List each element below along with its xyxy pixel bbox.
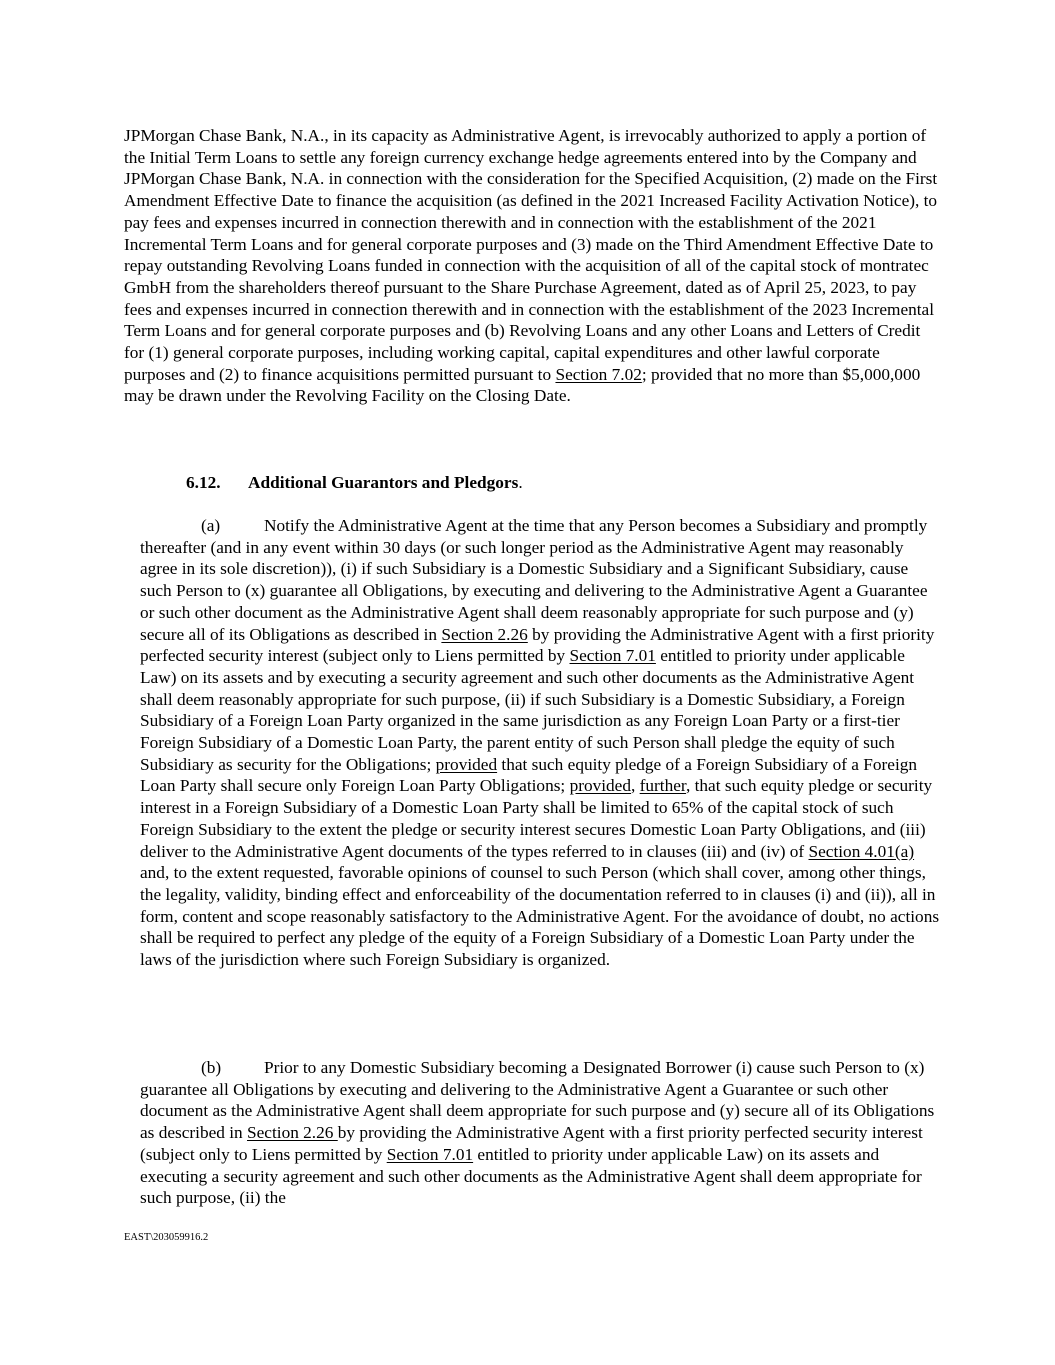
- section-ref-7-01: Section 7.01: [569, 646, 656, 666]
- clause-a-text-2: by providing the Administrative Agent with a first priority perfected security interest (subject only to Liens permitted by: [140, 624, 935, 666]
- clause-a-label: (a): [201, 516, 221, 535]
- section-ref-4-01a: Section 4.01(a): [808, 841, 915, 861]
- section-ref-7-01-b: Section 7.01: [386, 1144, 474, 1164]
- clause-b-text-2: by providing the Administrative Agent with a first priority perfected security interest (subject only to Liens permitted by: [140, 1123, 923, 1164]
- intro-paragraph: [124, 125, 939, 407]
- clause-a-text-7: and, to the extent requested, favorable opinions of counsel to such Person (which shall cover, among other things, the legality, validity, binding effect and enforceability of the documentation referred to in clauses (i) and (ii)), all in form, content and scope reasonably satisfactory to the Administrative Agent. For the avoidance of doubt, no actions shall be required to perfect any pledge of the equity of a Foreign Subsidiary of a Domestic Loan Party under the laws of the jurisdiction where such Foreign Subsidiary is organized.: [140, 863, 940, 970]
- clause-a-text-4: that such equity pledge of a Foreign Subsidiary of a Foreign Loan Party shall secure only Foreign Loan Party Obligations;: [140, 754, 918, 796]
- document-id-footer: EAST\203059916.2: [124, 1232, 209, 1243]
- clause-b-label: (b): [201, 1058, 222, 1077]
- section-heading: [186, 472, 886, 494]
- further-term: further: [639, 776, 686, 796]
- provided-term: provided: [435, 754, 498, 774]
- provided-term-2: provided: [569, 776, 631, 796]
- section-title-period: .: [518, 473, 523, 492]
- clause-a-text-5: ,: [631, 776, 640, 796]
- section-number: 6.12.: [186, 473, 221, 492]
- section-title: Additional Guarantors and Pledgors: [248, 473, 519, 492]
- clause-a-indent: [140, 515, 264, 537]
- clause-b-paragraph: [140, 1057, 940, 1209]
- section-ref-7-02: Section 7.02: [555, 364, 642, 384]
- section-ref-2-26: Section 2.26: [441, 624, 528, 644]
- section-ref-2-26-b: Section 2.26: [247, 1123, 338, 1143]
- clause-a-text-6: , that such equity pledge or security interest in a Foreign Subsidiary of a Domestic Loan Party shall be limited to 65% of the capital stock of such Foreign Subsidiary to the extent the pledge or security interest secures Domestic Loan Party Obligations, and (iii) deliver to the Administrative Agent documents of the types referred to in clauses (iii) and (iv) of: [140, 776, 933, 861]
- clause-a-text-3: entitled to priority under applicable Law) on its assets and by executing a security agreement and such other documents as the Administrative Agent shall deem reasonably appropriate for such purpose, (ii) if such Subsidiary is a Domestic Subsidiary, a Foreign Subsidiary of a Foreign Loan Party organized in the same jurisdiction as any Foreign Loan Party or a first-tier Foreign Subsidiary of a Domestic Loan Party, the parent entity of such Person shall pledge the equity of such Subsidiary as security for the Obligations;: [140, 646, 915, 774]
- clause-a-paragraph: [140, 515, 940, 971]
- clause-b-text-3: entitled to priority under applicable Law) on its assets and executing a security agreement and such other documents as the Administrative Agent shall deem appropriate for such purpose, (ii) the: [140, 1144, 922, 1208]
- clause-b-text-1: Prior to any Domestic Subsidiary becoming a Designated Borrower (i) cause such Person to (x) guarantee all Obligations by executing and delivering to the Administrative Agent a Guarantee or such other document as the Administrative Agent shall deem appropriate for such purpose and (y) secure all of its Obligations as described in: [140, 1058, 935, 1143]
- intro-text-1: JPMorgan Chase Bank, N.A., in its capacity as Administrative Agent, is irrevocably authorized to apply a portion of the Initial Term Loans to settle any foreign currency exchange hedge agreements entered into by the Company and JPMorgan Chase Bank, N.A. in connection with the consideration for the Specified Acquisition, (2) made on the First Amendment Effective Date to finance the acquisition (as defined in the 2021 Increased Facility Activation Notice), to pay fees and expenses incurred in connection therewith and in connection with the establishment of the 2021 Incremental Term Loans and for general corporate purposes and (3) made on the Third Amendment Effective Date to repay outstanding Revolving Loans funded in connection with the acquisition of all of the capital stock of montratec GmbH from the shareholders thereof pursuant to the Share Purchase Agreement, dated as of April 25, 2023, to pay fees and expenses incurred in connection therewith and in connection with the establishment of the 2023 Incremental Term Loans and for general corporate purposes and (b) Revolving Loans and any other Loans and Letters of Credit for (1) general corporate purposes, including working capital, capital expenditures and other lawful corporate purposes and (2) to finance acquisitions permitted pursuant to: [124, 126, 938, 384]
- clause-b-indent: [140, 1057, 264, 1079]
- clause-a-text-1: Notify the Administrative Agent at the time that any Person becomes a Subsidiary and promptly thereafter (and in any event within 30 days (or such longer period as the Administrative Agent may reasonably agree in its sole discretion)), (i) if such Subsidiary is a Domestic Subsidiary and a Significant Subsidiary, cause such Person to (x) guarantee all Obligations, by executing and delivering to the Administrative Agent a Guarantee or such other document as the Administrative Agent shall deem reasonably appropriate for such purpose and (y) secure all of its Obligations as described in: [140, 516, 928, 644]
- intro-text-2: ; provided that no more than $5,000,000 may be drawn under the Revolving Facility on the Closing Date.: [124, 364, 921, 406]
